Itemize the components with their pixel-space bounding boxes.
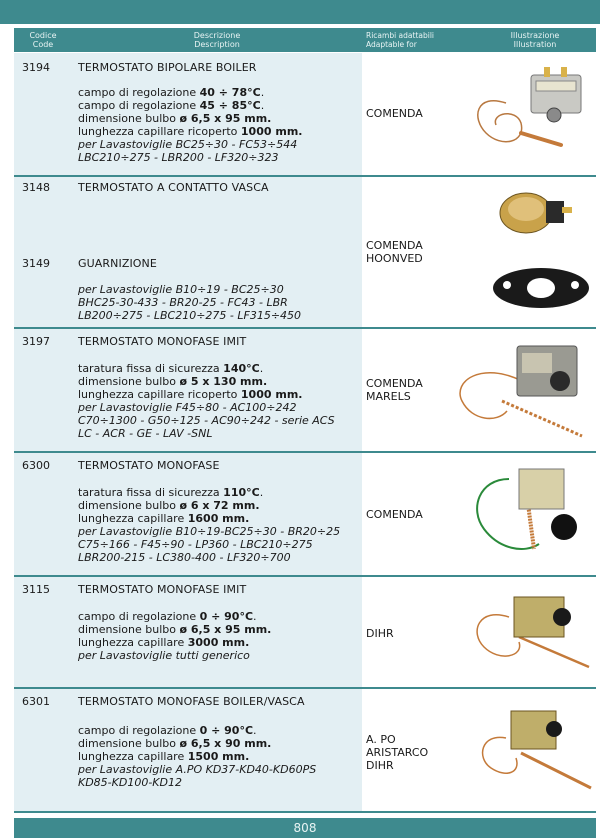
table-header bbox=[14, 28, 596, 52]
product-title: TERMOSTATO MONOFASE IMIT bbox=[78, 583, 247, 596]
thermostat-bipolar-illustration bbox=[466, 63, 591, 155]
product-specs: campo di regolazione 0 ÷ 90°C. dimensione bulbo ø 6,5 x 95 mm. lunghezza capillare 3000 mm. per Lavastoviglie tutti generico bbox=[78, 610, 272, 662]
product-code-2: 3149 bbox=[22, 257, 50, 270]
product-row-3194 bbox=[14, 53, 596, 177]
boiler-tank-thermostat-illustration bbox=[466, 703, 594, 793]
top-banner bbox=[0, 0, 600, 24]
product-code: 3148 bbox=[22, 181, 50, 194]
product-code: 6301 bbox=[22, 695, 50, 708]
product-code: 3115 bbox=[22, 583, 50, 596]
spare-list: COMENDA bbox=[366, 508, 423, 521]
product-row-3148 bbox=[14, 177, 596, 329]
product-row-3115 bbox=[14, 577, 596, 689]
product-row-6301 bbox=[14, 689, 596, 813]
product-row-3197 bbox=[14, 329, 596, 453]
single-phase-thermostat-illustration bbox=[459, 587, 594, 677]
product-title: TERMOSTATO MONOFASE bbox=[78, 459, 220, 472]
spare-list: A. PO ARISTARCO DIHR bbox=[366, 733, 429, 772]
product-code: 3197 bbox=[22, 335, 50, 348]
product-code: 3194 bbox=[22, 61, 50, 74]
product-title-2: GUARNIZIONE bbox=[78, 257, 157, 270]
product-specs: campo di regolazione 0 ÷ 90°C. dimensione bulbo ø 6,5 x 90 mm. lunghezza capillare 1500 mm. per Lavastoviglie A.PO KD37-KD40-KD60PS KD85-KD100-KD12 bbox=[78, 724, 317, 789]
product-title: TERMOSTATO BIPOLARE BOILER bbox=[78, 61, 257, 74]
spare-list: COMENDA bbox=[366, 107, 423, 120]
spare-list: COMENDA MARELS bbox=[366, 377, 423, 403]
header-code: Codice Code bbox=[29, 31, 57, 49]
product-specs: per Lavastoviglie B10÷19 - BC25÷30 BHC25-30-433 - BR20-25 - FC43 - LBR LB200÷275 - LBC210÷275 - LF315÷450 bbox=[78, 283, 302, 322]
product-specs: campo di regolazione 40 ÷ 78°C. campo di regolazione 45 ÷ 85°C. dimensione bulbo ø 6,5 x 95 mm. lunghezza capillare ricoperto 1000 mm. per Lavastoviglie BC25÷30 - FC53÷544 LBC210÷275 - LBR200 - LF320÷323 bbox=[78, 86, 303, 164]
product-title: TERMOSTATO A CONTATTO VASCA bbox=[78, 181, 269, 194]
header-illustration: Illustrazione Illustration bbox=[510, 31, 560, 49]
page-number: 808 bbox=[14, 818, 596, 838]
contact-thermostat-illustration bbox=[484, 181, 584, 241]
spare-list: COMENDA HOONVED bbox=[366, 239, 423, 265]
product-specs: taratura fissa di sicurezza 110°C. dimensione bulbo ø 6 x 72 mm. lunghezza capillare 1600 mm. per Lavastoviglie B10÷19-BC25÷30 - BR20÷25 C75÷166 - F45÷90 - LP360 - LBC210÷275 LBR200-215 - LC380-400 - LF320÷700 bbox=[78, 486, 341, 564]
gasket-illustration bbox=[489, 263, 594, 313]
single-phase-thermostat-illustration bbox=[442, 341, 594, 441]
product-row-6300 bbox=[14, 453, 596, 577]
spare-list: DIHR bbox=[366, 627, 394, 640]
single-phase-thermostat-illustration bbox=[464, 459, 592, 569]
product-specs: taratura fissa di sicurezza 140°C. dimensione bulbo ø 5 x 130 mm. lunghezza capillare ricoperto 1000 mm. per Lavastoviglie F45÷80 - AC100÷242 C70÷1300 - G50÷125 - AC90÷242 - serie ACS LC - ACR - GE - LAV -SNL bbox=[78, 362, 335, 440]
product-title: TERMOSTATO MONOFASE BOILER/VASCA bbox=[78, 695, 305, 708]
product-title: TERMOSTATO MONOFASE IMIT bbox=[78, 335, 247, 348]
header-description: Descrizione Description bbox=[193, 31, 241, 49]
product-code: 6300 bbox=[22, 459, 50, 472]
header-spare: Ricambi adattabili Adaptable for bbox=[366, 31, 434, 49]
